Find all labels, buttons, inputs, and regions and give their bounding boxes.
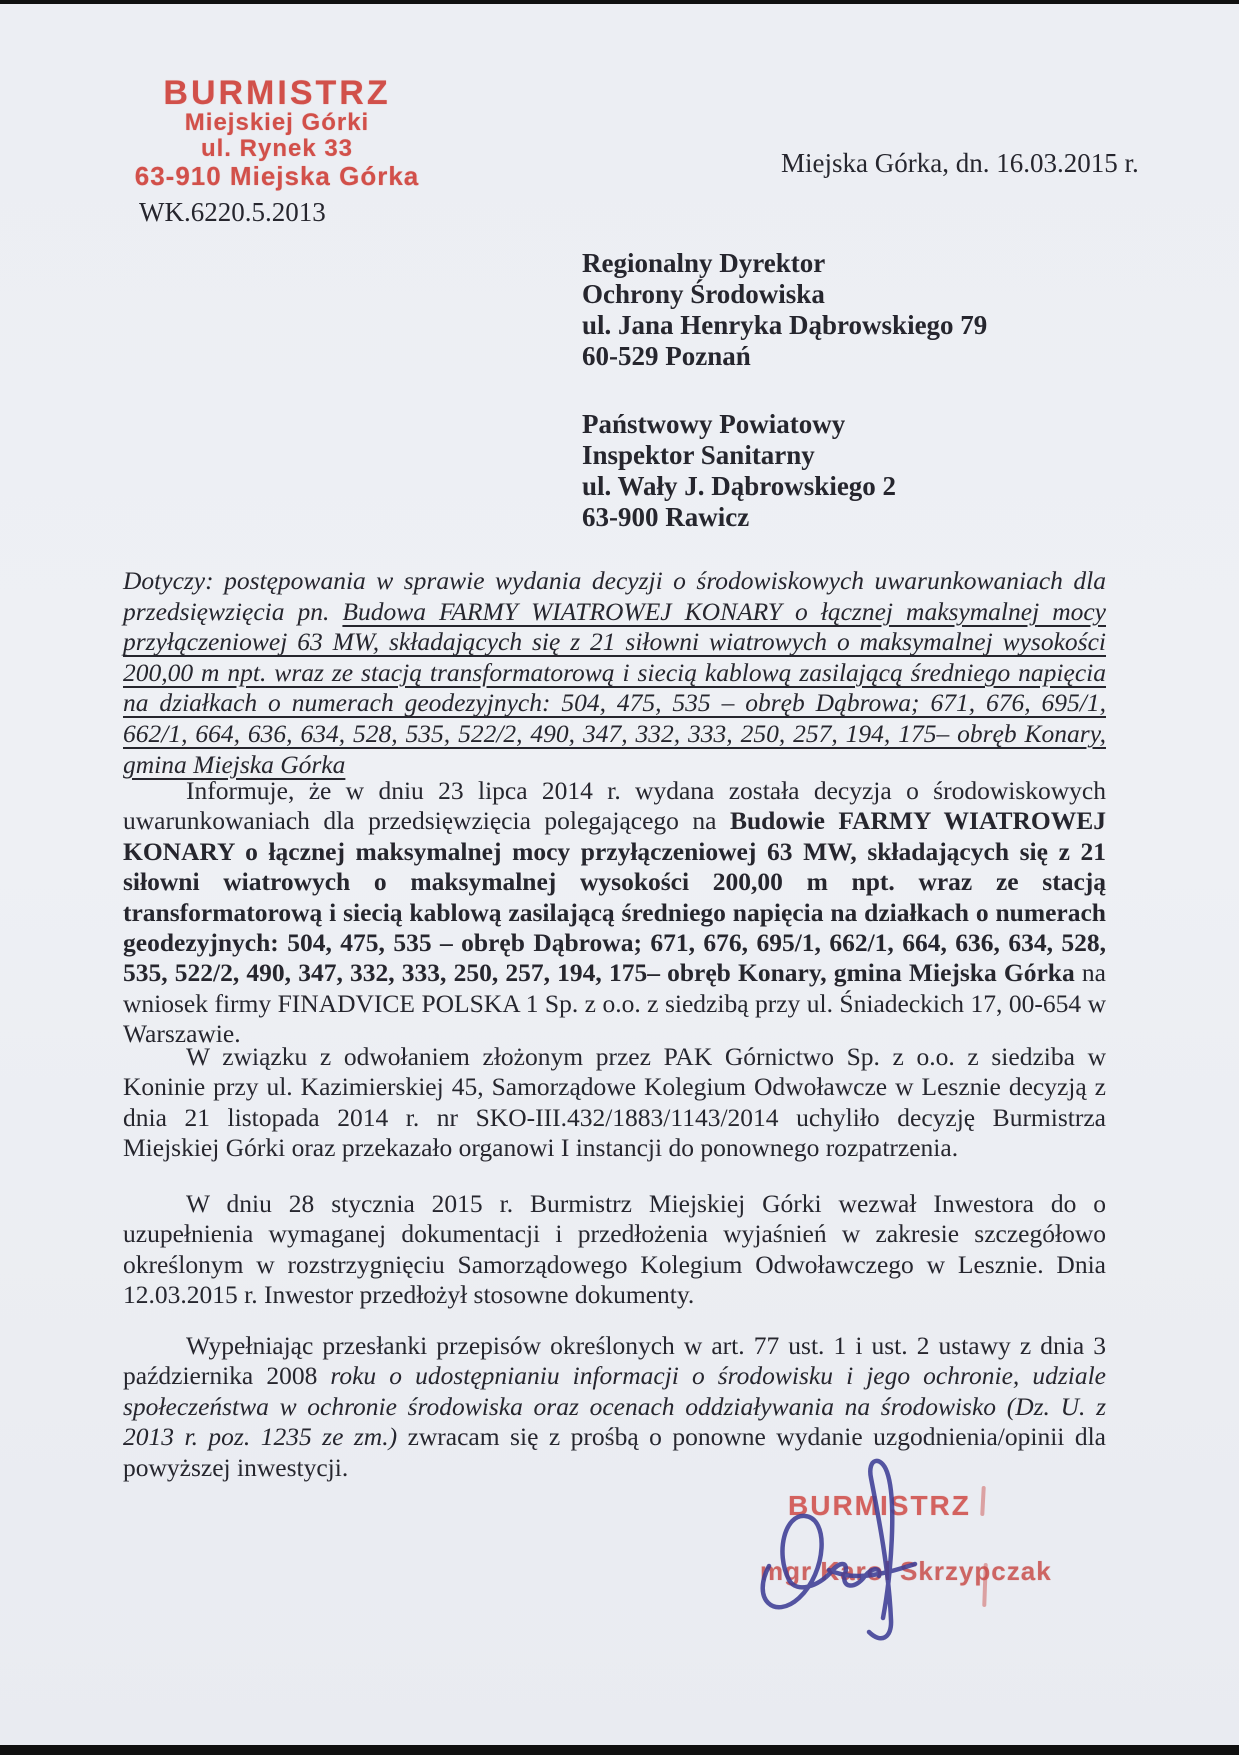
recipient-regional-director	[582, 248, 987, 372]
paragraph-text: W dniu 28 stycznia 2015 r. Burmistrz Miejskiej Górki wezwał Inwestora do o uzupełnienia wymaganej dokumentacji i przedłożenia wyjaśnień w zakresie szczegółowo określonym w rozstrzygnięciu Samorządowego Kolegium Odwoławczego w Lesznie. Dnia 12.03.2015 r. Inwestor przedłożył stosowne dokumenty.	[123, 1189, 1106, 1310]
paragraph-text: zwracam się z prośbą o ponowne wydanie uzgodnienia/opinii dla powyższej inwestycji.	[123, 1422, 1106, 1482]
act-title-italic: roku o udostępnianiu informacji o środowisku i jego ochronie, udziale społeczeństwa w ochronie środowiska oraz ocenach oddziaływania na środowisko (Dz. U. z 2013 r. poz. 1235 ze zm.)	[123, 1361, 1106, 1452]
stamp-artifact	[982, 1563, 988, 1607]
signature-stamp-name: mgr Karol Skrzypczak	[760, 1556, 1052, 1586]
recipient-line: 63-900 Rawicz	[582, 502, 750, 532]
paragraph-text: W związku z odwołaniem złożonym przez PAK Górnictwo Sp. z o.o. z siedziba w Koninie przy ul. Kazimierskiej 45, Samorządowe Kolegium Odwoławcze w Lesznie decyzją z dnia 21 listopada 2014 r. nr SKO-III.432/1883/1143/2014 uchyliło decyzję Burmistrza Miejskiej Górki oraz przekazało organowi I instancji do ponownego rozpatrzenia.	[123, 1042, 1106, 1163]
recipient-line: Regionalny Dyrektor	[582, 248, 826, 278]
stamp-artifact	[980, 1486, 986, 1516]
paragraph-text: Informuje, że w dniu 23 lipca 2014 r. wydana została decyzja o środowiskowych uwarunkowaniach dla przedsięwzięcia polegającego na	[123, 776, 1106, 836]
scan-edge-bottom	[0, 1745, 1239, 1755]
subject-prefix: Dotyczy: postępowania w sprawie wydania decyzji o środowiskowych uwarunkowaniach dla przedsięwzięcia pn.	[123, 566, 1106, 626]
sender-stamp-line: BURMISTRZ	[163, 74, 391, 112]
sender-stamp	[118, 76, 436, 190]
body-paragraph-2	[123, 1042, 1106, 1164]
handwritten-signature	[733, 1448, 963, 1648]
subject-paragraph	[123, 566, 1106, 780]
recipient-line: 60-529 Poznań	[582, 341, 751, 371]
body-paragraph-3	[123, 1189, 1106, 1311]
recipient-line: Inspektor Sanitarny	[582, 440, 815, 470]
recipient-sanitary-inspector	[582, 409, 896, 533]
sender-stamp-line: 63-910 Miejska Górka	[134, 161, 420, 191]
sender-stamp-line: Miejskiej Górki	[184, 109, 370, 136]
recipient-line: Ochrony Środowiska	[582, 279, 825, 309]
subject-underlined-title: Budowa FARMY WIATROWEJ KONARY o łącznej maksymalnej mocy przyłączeniowej 63 MW, składających się z 21 siłowni wiatrowych o maksymalnej wysokości 200,00 m npt. wraz ze stacją transformatorową i siecią kablową zasilającą średniego napięcia na działkach o numerach geodezyjnych: 504, 475, 535 – obręb Dąbrowa; 671, 676, 695/1, 662/1, 664, 636, 634, 528, 535, 522/2, 490, 347, 332, 333, 250, 257, 194, 175– obręb Konary, gmina Miejska Górka	[123, 596, 1106, 779]
signature-stamp-title: BURMISTRZ	[788, 1490, 971, 1521]
scan-edge-top	[0, 0, 1239, 4]
body-paragraph-1	[123, 776, 1106, 1050]
recipient-line: Państwowy Powiatowy	[582, 409, 846, 439]
reference-number: WK.6220.5.2013	[139, 197, 326, 227]
project-title-bold: Budowie FARMY WIATROWEJ KONARY o łącznej maksymalnej mocy przyłączeniowej 63 MW, składających się z 21 siłowni wiatrowych o maksymalnej wysokości 200,00 m npt. wraz ze stacją transformatorową i siecią kablową zasilającą średniego napięcia na działkach o numerach geodezyjnych: 504, 475, 535 – obręb Dąbrowa; 671, 676, 695/1, 662/1, 664, 636, 634, 528, 535, 522/2, 490, 347, 332, 333, 250, 257, 194, 175– obręb Konary, gmina Miejska Górka	[123, 806, 1106, 988]
recipient-line: ul. Jana Henryka Dąbrowskiego 79	[582, 310, 988, 340]
date-line: Miejska Górka, dn. 16.03.2015 r.	[781, 148, 1139, 178]
recipient-line: ul. Wały J. Dąbrowskiego 2	[582, 471, 897, 501]
sender-stamp-line: ul. Rynek 33	[200, 135, 354, 162]
paragraph-text: na wniosek firmy FINADVICE POLSKA 1 Sp. z o.o. z siedzibą przy ul. Śniadeckich 17, 00-654 w Warszawie.	[123, 958, 1106, 1049]
paragraph-text: Wypełniając przesłanki przepisów określonych w art. 77 ust. 1 i ust. 2 ustawy z dnia 3 października 2008	[123, 1331, 1106, 1391]
